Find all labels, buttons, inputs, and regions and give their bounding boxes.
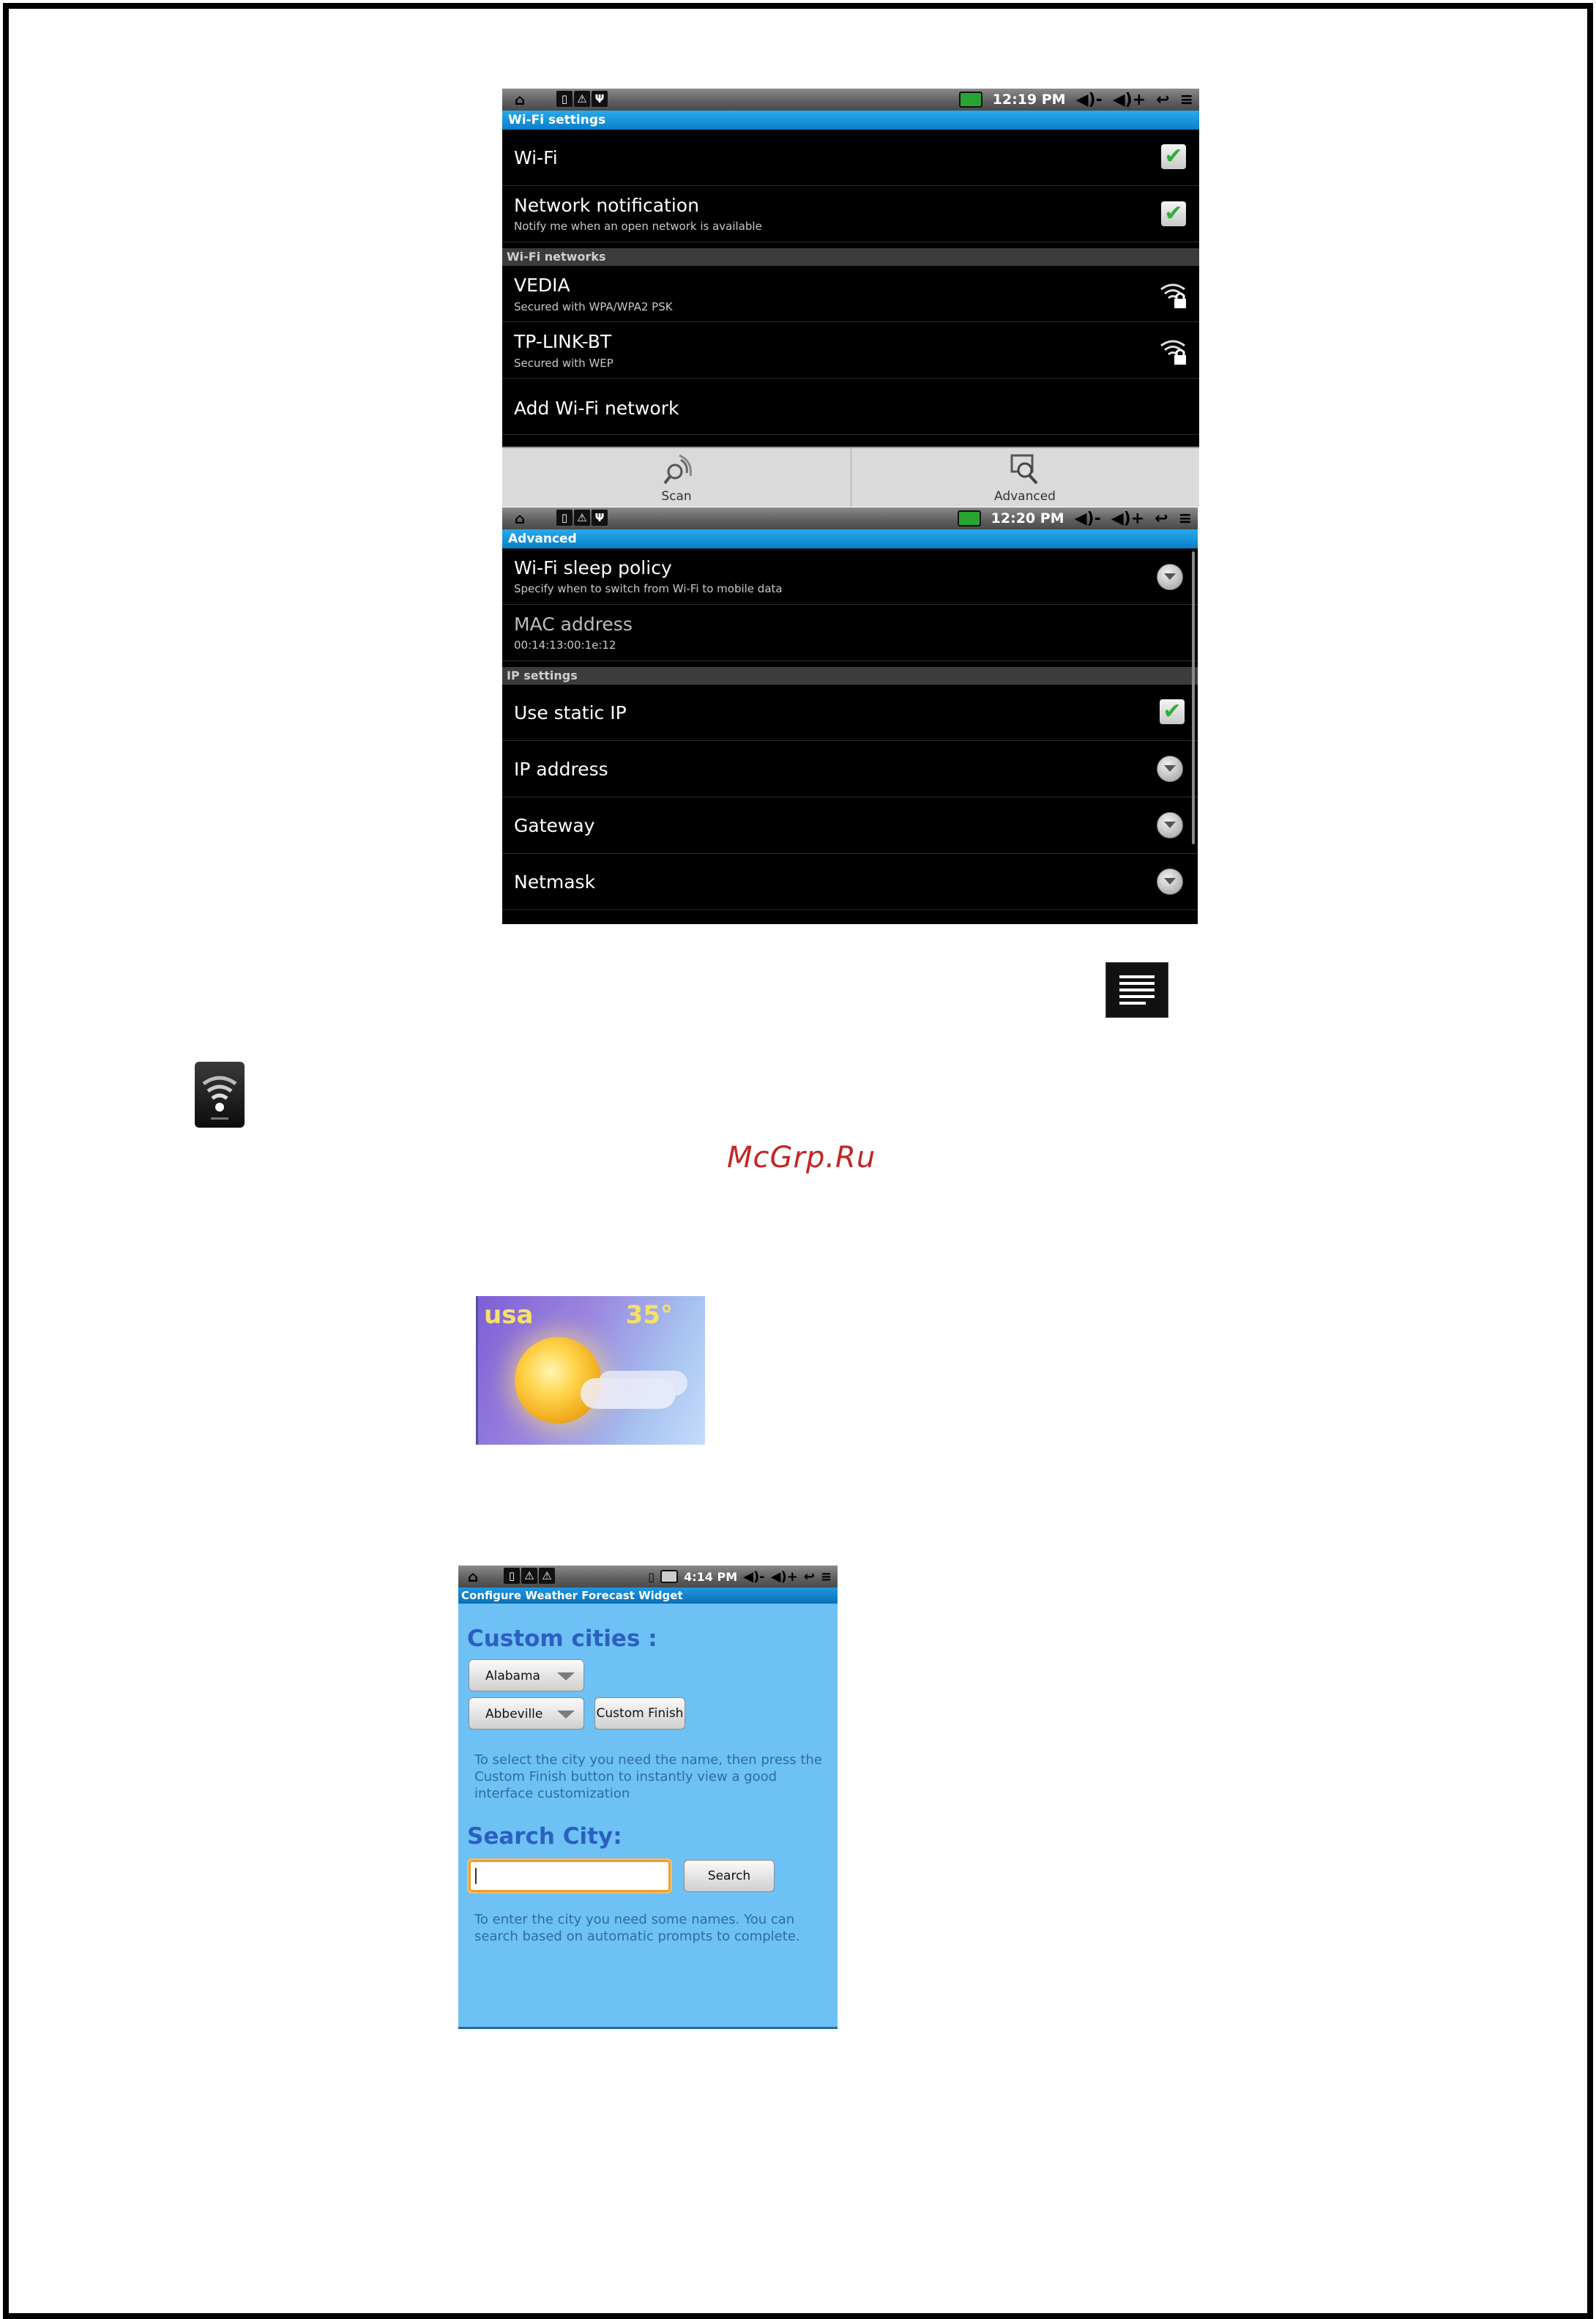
- network-item-vedia[interactable]: [502, 266, 1199, 322]
- battery-icon: [660, 1570, 678, 1583]
- volume-up-icon[interactable]: ◀)+: [1111, 509, 1145, 528]
- search-button[interactable]: Search: [684, 1860, 775, 1892]
- sd-card-icon: ▯: [556, 91, 573, 107]
- scan-button[interactable]: [502, 448, 851, 507]
- sd-icon: ▯: [648, 1569, 655, 1584]
- volume-down-icon[interactable]: ◀)-: [1075, 90, 1103, 109]
- notification-icons: [556, 91, 615, 108]
- back-icon[interactable]: ↩: [1156, 90, 1170, 109]
- network-notification-checkbox[interactable]: ✔: [1161, 201, 1186, 226]
- wifi-sleep-policy-label: Wi-Fi sleep policy: [514, 557, 672, 578]
- chevron-down-icon[interactable]: [1157, 756, 1183, 782]
- advanced-button[interactable]: [851, 448, 1199, 507]
- city-dropdown[interactable]: Abbeville: [469, 1697, 584, 1730]
- netmask-label: Netmask: [514, 871, 596, 893]
- options-menu: [502, 447, 1199, 507]
- weather-widget[interactable]: [476, 1296, 705, 1445]
- wifi-sleep-policy-summary: Specify when to switch from Wi-Fi to mobile data: [514, 582, 783, 595]
- scan-icon: [659, 453, 694, 488]
- menu-icon[interactable]: ≡: [1178, 509, 1192, 528]
- screen-title: Configure Weather Forecast Widget: [458, 1587, 838, 1604]
- gateway-label: Gateway: [514, 815, 595, 836]
- home-icon[interactable]: ⌂: [514, 91, 526, 108]
- weather-city: usa: [484, 1300, 534, 1330]
- scan-label: Scan: [661, 489, 692, 504]
- wifi-lock-icon: [1158, 279, 1189, 310]
- network-notification-row[interactable]: [502, 186, 1199, 242]
- state-dropdown[interactable]: Alabama: [469, 1659, 584, 1691]
- chevron-down-icon[interactable]: [1157, 812, 1183, 838]
- network-ssid: TP-LINK-BT: [514, 331, 612, 352]
- network-notification-label: Network notification: [514, 195, 699, 216]
- network-security: Secured with WPA/WPA2 PSK: [514, 300, 673, 313]
- status-bar: [502, 507, 1198, 529]
- home-icon[interactable]: ⌂: [467, 1568, 479, 1585]
- mac-address-value: 00:14:13:00:1e:12: [514, 639, 616, 652]
- network-notification-summary: Notify me when an open network is available: [514, 220, 762, 233]
- status-time: 4:14 PM: [684, 1569, 738, 1584]
- add-wifi-network-row[interactable]: [502, 379, 1199, 435]
- advanced-label: Advanced: [994, 489, 1056, 504]
- mac-address-label: MAC address: [514, 614, 633, 635]
- use-static-ip-label: Use static IP: [514, 702, 627, 723]
- battery-icon: [959, 92, 982, 108]
- network-item-tp-link[interactable]: [502, 322, 1199, 379]
- advanced-icon: [1007, 453, 1043, 488]
- chevron-down-icon[interactable]: [1157, 564, 1183, 590]
- ip-settings-header: IP settings: [502, 667, 1198, 685]
- search-city-help: To enter the city you need some names. You can search based on automatic prompts to complete.: [474, 1912, 800, 1944]
- mac-address-row: [502, 605, 1198, 661]
- battery-icon: [958, 510, 981, 526]
- menu-key-icon: [1105, 962, 1168, 1018]
- cloud-icon: [581, 1378, 676, 1409]
- chevron-down-icon[interactable]: [1157, 868, 1183, 895]
- notification-icons: [556, 510, 615, 527]
- status-time: 12:20 PM: [991, 510, 1064, 526]
- back-icon[interactable]: ↩: [1155, 509, 1168, 528]
- wifi-networks-header: Wi-Fi networks: [502, 248, 1199, 266]
- ip-address-label: IP address: [514, 759, 608, 780]
- menu-icon[interactable]: ≡: [1179, 90, 1193, 109]
- home-icon[interactable]: ⌂: [514, 510, 526, 527]
- weather-temperature: 35°: [625, 1300, 673, 1330]
- screen-title: Wi-Fi settings: [502, 111, 1199, 130]
- wifi-toggle-row[interactable]: [502, 130, 1199, 186]
- volume-up-icon[interactable]: ◀)+: [1112, 90, 1146, 109]
- scrollbar[interactable]: [1192, 551, 1195, 844]
- wifi-checkbox[interactable]: ✔: [1161, 144, 1186, 169]
- network-security: Secured with WEP: [514, 357, 614, 370]
- network-ssid: VEDIA: [514, 275, 570, 296]
- status-time: 12:19 PM: [992, 92, 1066, 108]
- wifi-toggle-label: Wi-Fi: [514, 147, 558, 168]
- custom-cities-help: To select the city you need the name, then press the Custom Finish button to instantly view a good interface customization: [474, 1752, 822, 1801]
- use-static-ip-row[interactable]: [502, 685, 1198, 741]
- warning-icon: ⚠: [574, 91, 590, 107]
- usb-icon: Ψ: [592, 510, 608, 526]
- add-wifi-network-label: Add Wi-Fi network: [514, 398, 679, 419]
- status-bar: [458, 1566, 838, 1587]
- volume-down-icon[interactable]: ◀)-: [743, 1568, 765, 1585]
- wifi-settings-icon: [195, 1062, 245, 1128]
- warning-icon: ⚠: [574, 510, 590, 526]
- wifi-icon: [195, 1062, 245, 1128]
- back-icon[interactable]: ↩: [803, 1568, 815, 1585]
- custom-finish-button[interactable]: Custom Finish: [594, 1697, 685, 1730]
- sd-card-icon: ▯: [504, 1568, 520, 1584]
- volume-up-icon[interactable]: ◀)+: [770, 1568, 798, 1585]
- sd-card-icon: ▯: [556, 510, 573, 526]
- screen-title: Advanced: [502, 529, 1198, 548]
- menu-icon[interactable]: ≡: [820, 1568, 832, 1585]
- status-bar: [502, 89, 1199, 111]
- gateway-row[interactable]: [502, 797, 1198, 854]
- custom-cities-heading: Custom cities :: [467, 1626, 657, 1652]
- wifi-lock-icon: [1158, 335, 1189, 366]
- use-static-ip-checkbox[interactable]: ✔: [1160, 699, 1185, 724]
- wifi-sleep-policy-row[interactable]: [502, 548, 1198, 605]
- search-city-heading: Search City:: [467, 1823, 622, 1850]
- warning-icon: ⚠: [539, 1568, 555, 1584]
- usb-icon: Ψ: [592, 91, 608, 107]
- netmask-row[interactable]: [502, 854, 1198, 910]
- watermark: McGrp.Ru: [727, 1141, 876, 1175]
- weather-config-screen: [458, 1566, 838, 2029]
- wifi-advanced-screen: [502, 507, 1198, 924]
- ip-address-row[interactable]: [502, 741, 1198, 797]
- notification-icons: [504, 1568, 562, 1585]
- search-city-input[interactable]: [469, 1860, 671, 1892]
- wifi-settings-screen: [502, 89, 1199, 507]
- warning-icon: ⚠: [521, 1568, 537, 1584]
- volume-down-icon[interactable]: ◀)-: [1074, 509, 1101, 528]
